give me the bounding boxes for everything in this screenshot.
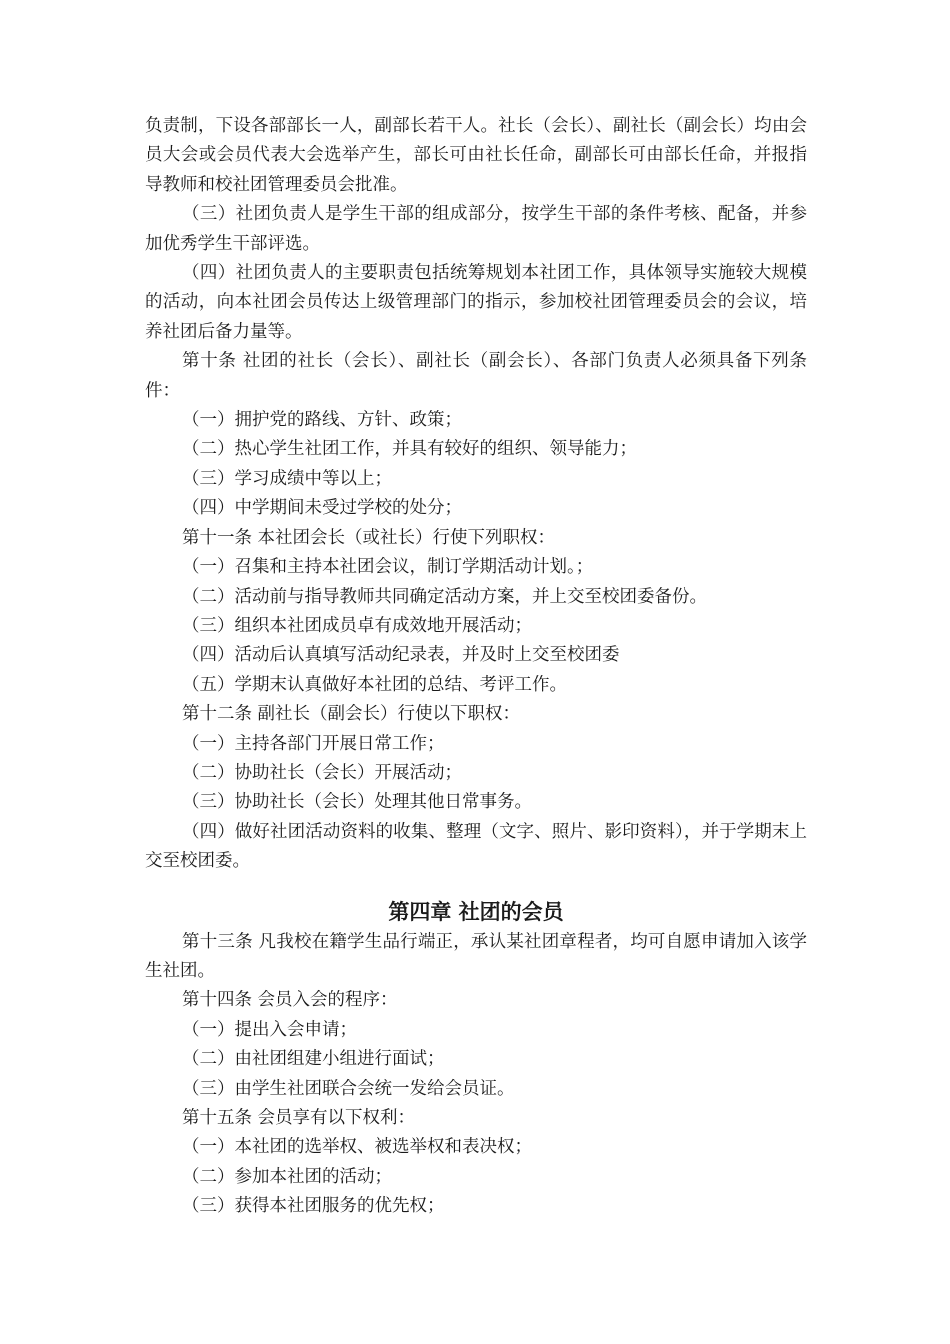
article-12-heading: 第十二条 副社长（副会长）行使以下职权： xyxy=(182,704,521,725)
paragraph-clause-4: （四）社团负责人的主要职责包括统筹规划本社团工作，具体领导实施较大规模的活动，向本社团会员传达上级管理部门的指示，参加校社团管理委员会的会议，培养社团后备力量等。 xyxy=(145,263,807,342)
article-14-heading: 第十四条 会员入会的程序： xyxy=(182,990,398,1011)
article-15-heading: 第十五条 会员享有以下权利： xyxy=(182,1108,416,1128)
list-item: （三）由学生社团联合会统一发给会员证。 xyxy=(182,1078,515,1099)
list-item: （二）活动前与指导教师共同确定活动方案，并上交至校团委备份。 xyxy=(182,586,707,607)
article-11-heading: 第十一条 本社团会长（或社长）行使下列职权： xyxy=(182,527,556,548)
list-item: （一）拥护党的路线、方针、政策； xyxy=(182,410,462,431)
list-item: （三）组织本社团成员卓有成效地开展活动； xyxy=(182,615,532,636)
list-item: （一）主持各部门开展日常工作； xyxy=(182,733,445,754)
list-item: （二）参加本社团的活动； xyxy=(182,1166,392,1187)
article-13: 第十三条 凡我校在籍学生品行端正，承认某社团章程者，均可自愿申请加入该学生社团。 xyxy=(145,931,807,981)
paragraph-continuation: 负责制，下设各部部长一人，副部长若干人。社长（会长）、副社长（副会长）均由会员大会或会员代表大会选举产生，部长可由社长任命，副部长可由部长任命，并报指导教师和校社团管理委员会批准。 xyxy=(145,116,807,195)
list-item: （三）协助社长（会长）处理其他日常事务。 xyxy=(182,792,532,813)
chapter-title: 第四章 社团的会员 xyxy=(388,898,564,924)
list-item: （二）由社团组建小组进行面试； xyxy=(182,1049,445,1070)
list-item: （二）协助社长（会长）开展活动； xyxy=(182,762,462,783)
list-item: （五）学期末认真做好本社团的总结、考评工作。 xyxy=(182,674,567,695)
list-item: （四）活动后认真填写活动纪录表，并及时上交至校团委 xyxy=(182,645,620,666)
list-item: （四）做好社团活动资料的收集、整理（文字、照片、影印资料），并于学期末上交至校团委。 xyxy=(145,821,807,872)
list-item: （三）获得本社团服务的优先权； xyxy=(182,1196,445,1217)
list-item: （二）热心学生社团工作，并具有较好的组织、领导能力； xyxy=(182,439,637,460)
article-10-heading: 第十条 社团的社长（会长）、副社长（副会长）、各部门负责人必须具备下列条件： xyxy=(145,351,807,401)
list-item: （一）本社团的选举权、被选举权和表决权； xyxy=(182,1137,532,1158)
list-item: （三）学习成绩中等以上； xyxy=(182,468,392,489)
list-item: （四）中学期间未受过学校的处分； xyxy=(182,498,462,519)
paragraph-clause-3: （三）社团负责人是学生干部的组成部分，按学生干部的条件考核、配备，并参加优秀学生干部评选。 xyxy=(145,204,807,254)
list-item: （一）召集和主持本社团会议，制订学期活动计划。； xyxy=(182,557,594,578)
list-item: （一）提出入会申请； xyxy=(182,1019,357,1040)
document-page xyxy=(145,112,807,1222)
